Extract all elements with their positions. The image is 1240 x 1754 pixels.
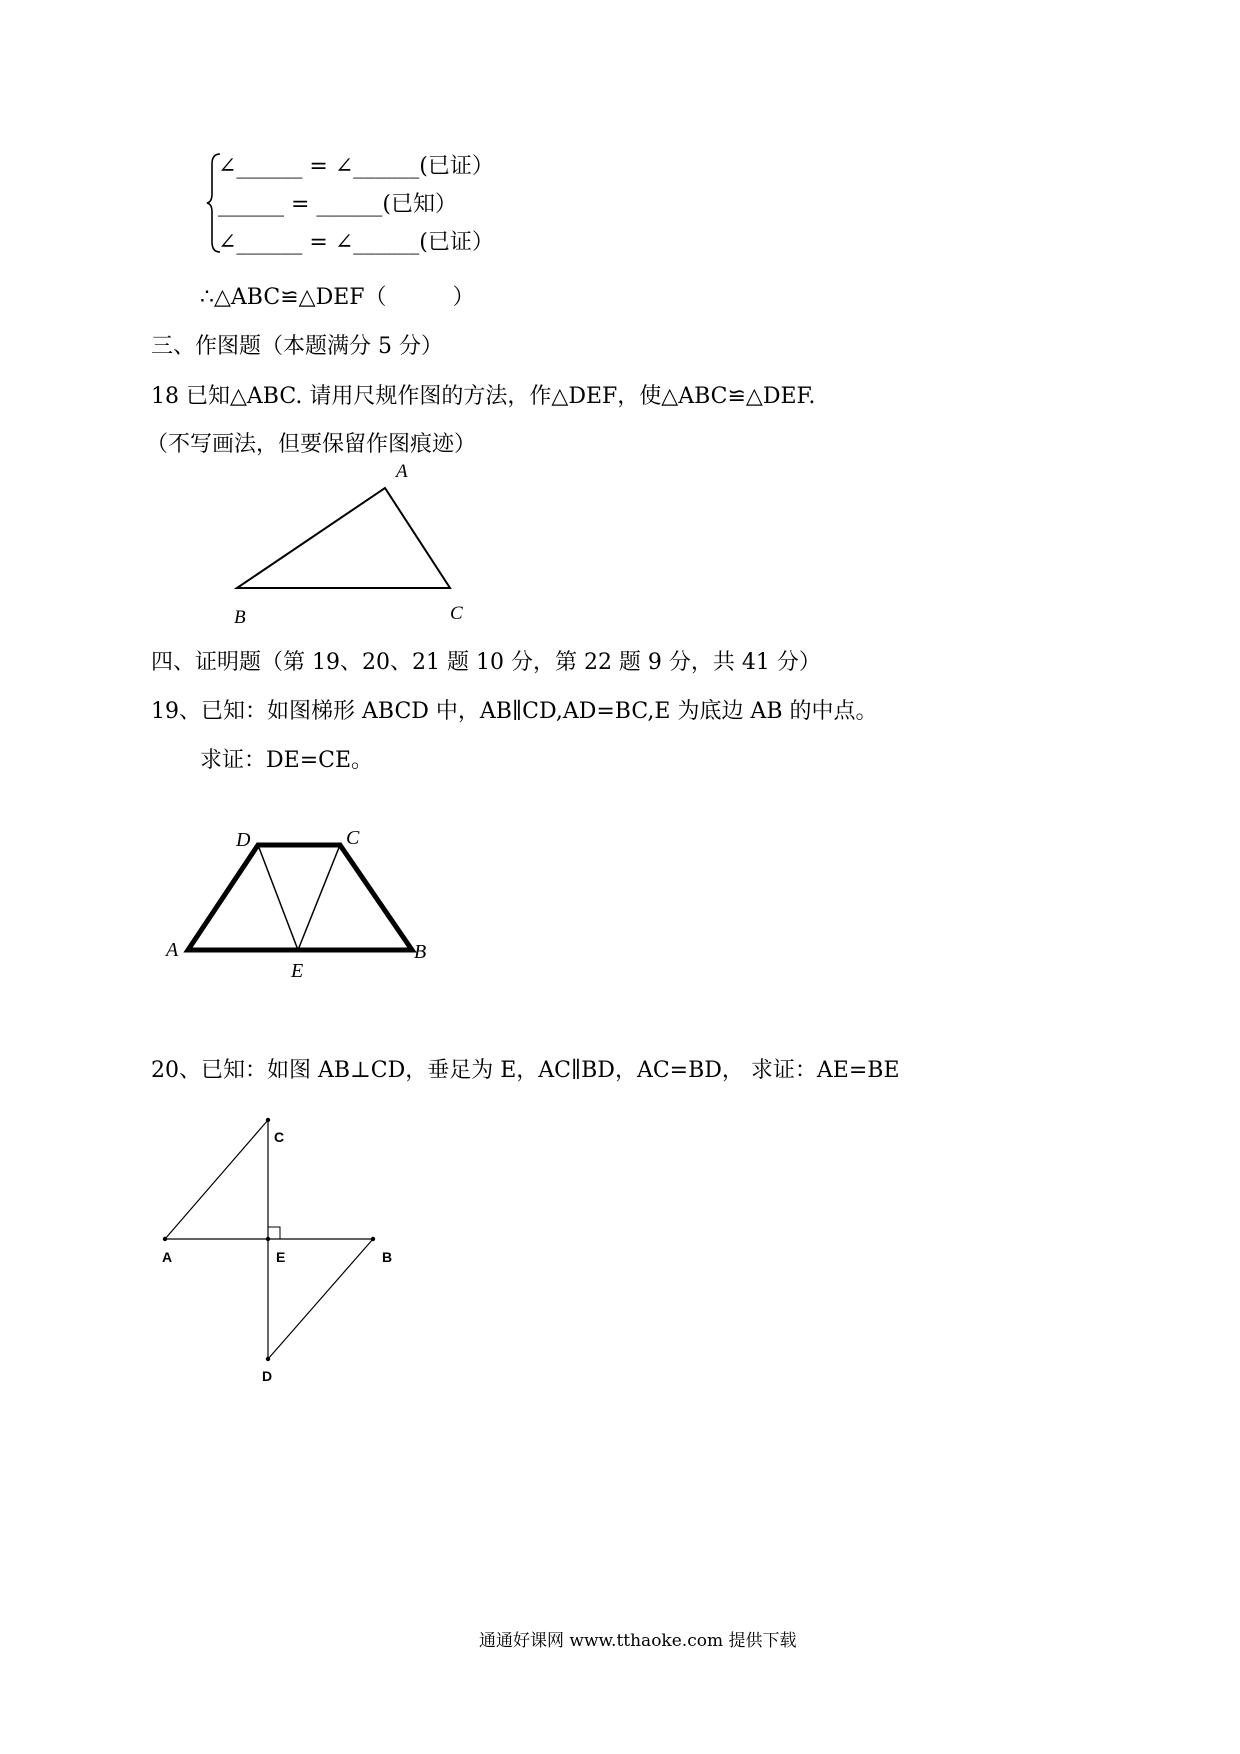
- segment-de: [258, 845, 298, 950]
- proof-conclusion: ∴△ABC≌△DEF（ ）: [200, 285, 475, 310]
- segment-ac: [165, 1120, 268, 1239]
- point-c: [266, 1118, 270, 1122]
- q20-label-c: C: [274, 1129, 285, 1145]
- point-a: [163, 1237, 167, 1241]
- point-e: [266, 1237, 270, 1241]
- section-3-heading: 三、作图题（本题满分 5 分）: [151, 334, 443, 359]
- q18-label-c: C: [450, 603, 463, 624]
- q20-perpendicular-figure: [150, 1105, 410, 1385]
- q20-label-d: D: [262, 1368, 273, 1384]
- q20-label-a: A: [162, 1249, 173, 1265]
- proof-row-1: ∠______ = ∠______(已证）: [218, 154, 494, 179]
- q19-label-a: A: [166, 939, 179, 961]
- q20-text: 20、已知：如图 AB⊥CD，垂足为 E，AC∥BD，AC=BD， 求证：AE=BE: [151, 1058, 900, 1083]
- q19-trapezoid-figure: [150, 815, 450, 1005]
- proof-row-2: ______ = ______(已知）: [218, 192, 458, 217]
- q19-label-b: B: [414, 941, 427, 963]
- q20-label-b: B: [382, 1249, 393, 1265]
- q18-text: 18 已知△ABC. 请用尺规作图的方法，作△DEF，使△ABC≌△DEF.: [151, 384, 816, 409]
- section-4-heading: 四、证明题（第 19、20、21 题 10 分，第 22 题 9 分，共 41 分）: [151, 650, 821, 675]
- point-d: [266, 1357, 270, 1361]
- q19-label-d: D: [236, 829, 251, 851]
- q20-label-e: E: [276, 1249, 286, 1265]
- proof-row-3: ∠______ = ∠______(已证）: [218, 230, 494, 255]
- q19-prove: 求证：DE=CE。: [200, 748, 374, 773]
- q18-label-a: A: [396, 461, 408, 482]
- q19-text: 19、已知：如图梯形 ABCD 中，AB∥CD,AD=BC,E 为底边 AB 的中点。: [151, 699, 878, 724]
- q19-label-e: E: [291, 960, 304, 982]
- point-b: [371, 1237, 375, 1241]
- q19-label-c: C: [346, 827, 360, 849]
- right-angle-mark: [268, 1227, 280, 1239]
- segment-ce: [298, 845, 340, 950]
- triangle-abc: [237, 488, 450, 588]
- q18-triangle-figure: [200, 455, 500, 635]
- q18-note: （不写画法，但要保留作图痕迹）: [146, 432, 477, 457]
- q18-label-b: B: [234, 607, 246, 628]
- trapezoid-abcd: [188, 845, 412, 950]
- footer-text: 通通好课网 www.tthaoke.com 提供下载: [479, 1631, 797, 1651]
